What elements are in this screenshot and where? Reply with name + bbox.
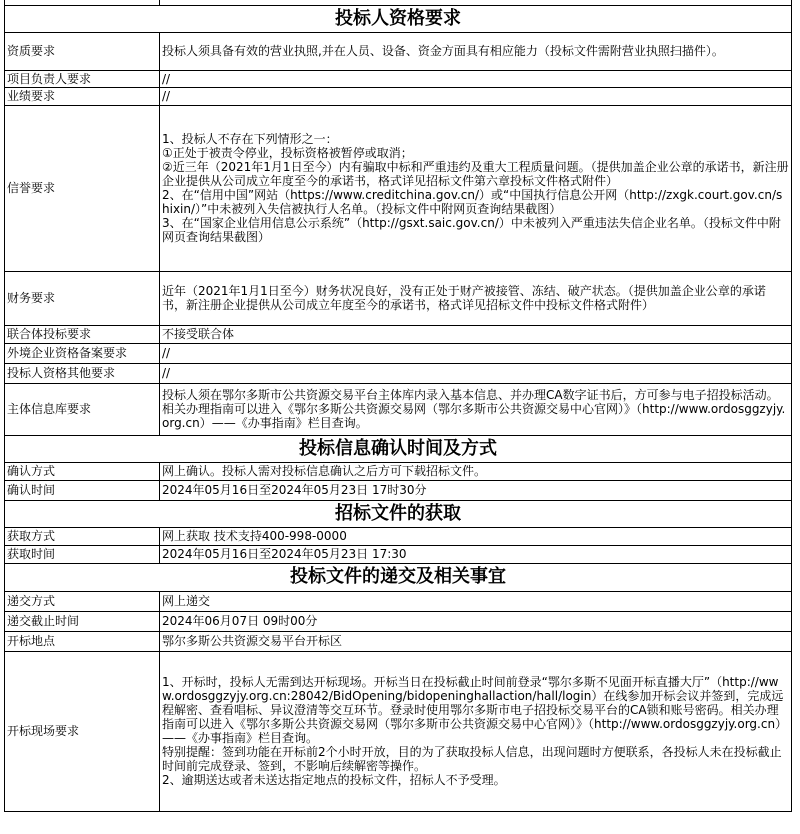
row-opening-venue [5, 631, 792, 651]
row-entity-database [5, 383, 792, 435]
tender-info-table [4, 0, 792, 812]
row-value: 2024年05月16日至2024年05月23日 17:30 [160, 545, 792, 563]
opening-line: 2、逾期送达或者未送达指定地点的投标文件，招标人不予受理。 [162, 773, 506, 787]
row-obtain-time [5, 545, 792, 563]
section-title: 投标信息确认时间及方式 [5, 435, 792, 462]
credit-line: 3、在“国家企业信用信息公示系统”（http://gsxt.saic.gov.cn/）中未被列入严重违法失信企业名单。（投标文件中附网页查询结果截图） [162, 216, 781, 244]
row-value: 投标人须在鄂尔多斯市公共资源交易平台主体库内录入基本信息、并办理CA数字证书后，方可参与电子招投标活动。相关办理指南可以进入《鄂尔多斯公共资源交易网（鄂尔多斯市公共资源交易中心官网）》（http://www.ordosggzyjy.org.cn）——《办事指南》栏目查询。 [160, 383, 792, 435]
credit-line: ②近三年（2021年1月1日至今）内有骗取中标和严重违约及重大工程质量问题。（提供加盖企业公章的承诺书，新注册企业提供从公司成立年度至今的承诺书，格式详见招标文件第六章投标文件格式附件） [162, 160, 789, 188]
opening-line: 特别提醒：签到功能在开标前2个小时开放，目的为了获取投标人信息，出现问题时方便联系，各投标人未在投标截止时间前完成登录、签到，不影响后续解密等操作。 [162, 745, 782, 773]
row-label: 确认时间 [5, 480, 160, 500]
row-performance [5, 87, 792, 105]
row-value-opening [160, 651, 792, 811]
row-value: // [160, 343, 792, 363]
row-label: 外境企业资格备案要求 [5, 343, 160, 363]
row-value: 网上递交 [160, 591, 792, 611]
row-value: 2024年06月07日 09时00分 [160, 611, 792, 631]
row-value: // [160, 70, 792, 87]
section-title: 招标文件的获取 [5, 500, 792, 527]
row-label: 获取方式 [5, 527, 160, 545]
row-value: 近年（2021年1月1日至今）财务状况良好，没有正处于财产被接管、冻结、破产状态。（提供加盖企业公章的承诺书，新注册企业提供从公司成立年度至今的承诺书，格式详见招标文件中投标文件格式附件） [160, 271, 792, 325]
credit-line: 2、在“信用中国”网站（https://www.creditchina.gov.cn/）或“中国执行信息公开网（http://zxgk.court.gov.cn/shixin/）”中未被列入失信被执行人名单。（投标文件中附网页查询结果截图） [162, 188, 783, 216]
row-label: 财务要求 [5, 271, 160, 325]
row-label: 信誉要求 [5, 105, 160, 271]
row-value: 网上获取 技术支持400-998-0000 [160, 527, 792, 545]
row-label: 资质要求 [5, 32, 160, 70]
row-value: 2024年05月16日至2024年05月23日 17时30分 [160, 480, 792, 500]
row-value: 投标人须具备有效的营业执照,并在人员、设备、资金方面具有相应能力（投标文件需附营业执照扫描件）。 [160, 32, 792, 70]
section-obtain [5, 500, 792, 527]
row-value-credit [160, 105, 792, 271]
row-confirm-time [5, 480, 792, 500]
row-label: 开标地点 [5, 631, 160, 651]
tender-info-table-wrap [4, 0, 792, 812]
section-title: 投标人资格要求 [5, 5, 792, 32]
credit-line: ①正处于被责令停业，投标资格被暂停或取消； [162, 146, 413, 160]
row-value: 不接受联合体 [160, 325, 792, 343]
row-label: 确认方式 [5, 462, 160, 480]
row-value: 鄂尔多斯公共资源交易平台开标区 [160, 631, 792, 651]
section-title: 投标文件的递交及相关事宜 [5, 563, 792, 591]
row-submit-method [5, 591, 792, 611]
row-label: 项目负责人要求 [5, 70, 160, 87]
row-label: 递交截止时间 [5, 611, 160, 631]
row-finance [5, 271, 792, 325]
row-submit-deadline [5, 611, 792, 631]
row-qualification [5, 32, 792, 70]
row-value: 网上确认。投标人需对投标信息确认之后方可下载招标文件。 [160, 462, 792, 480]
row-value: // [160, 363, 792, 383]
row-label: 联合体投标要求 [5, 325, 160, 343]
row-label: 主体信息库要求 [5, 383, 160, 435]
row-project-manager [5, 70, 792, 87]
row-label: 递交方式 [5, 591, 160, 611]
row-confirm-method [5, 462, 792, 480]
row-label: 投标人资格其他要求 [5, 363, 160, 383]
section-submit [5, 563, 792, 591]
row-other-requirements [5, 363, 792, 383]
opening-line: 1、开标时，投标人无需到达开标现场。开标当日在投标截止时间前登录“鄂尔多斯不见面开标直播大厅”（http://www.ordosggzyjy.org.cn:28042/BidOpening/bidopeninghallaction/hall/login）在线参加开标会议并签到，完成远程解密、查看唱标、异议澄清等交互环节。登录时使用鄂尔多斯市电子招投标交易平台的CA锁和账号密码。相关办理指南可以进入《鄂尔多斯公共资源交易网（鄂尔多斯市公共资源交易中心官网）》（http://www.ordosggzyjy.org.cn）——《办事指南》栏目查询。 [162, 675, 788, 745]
row-label: 获取时间 [5, 545, 160, 563]
row-credit [5, 105, 792, 271]
row-obtain-method [5, 527, 792, 545]
section-qualification [5, 5, 792, 32]
row-value: // [160, 87, 792, 105]
row-label: 业绩要求 [5, 87, 160, 105]
credit-line: 1、投标人不存在下列情形之一： [162, 132, 338, 146]
row-foreign-filing [5, 343, 792, 363]
row-consortium [5, 325, 792, 343]
row-label: 开标现场要求 [5, 651, 160, 811]
row-opening-requirements [5, 651, 792, 811]
section-confirm [5, 435, 792, 462]
